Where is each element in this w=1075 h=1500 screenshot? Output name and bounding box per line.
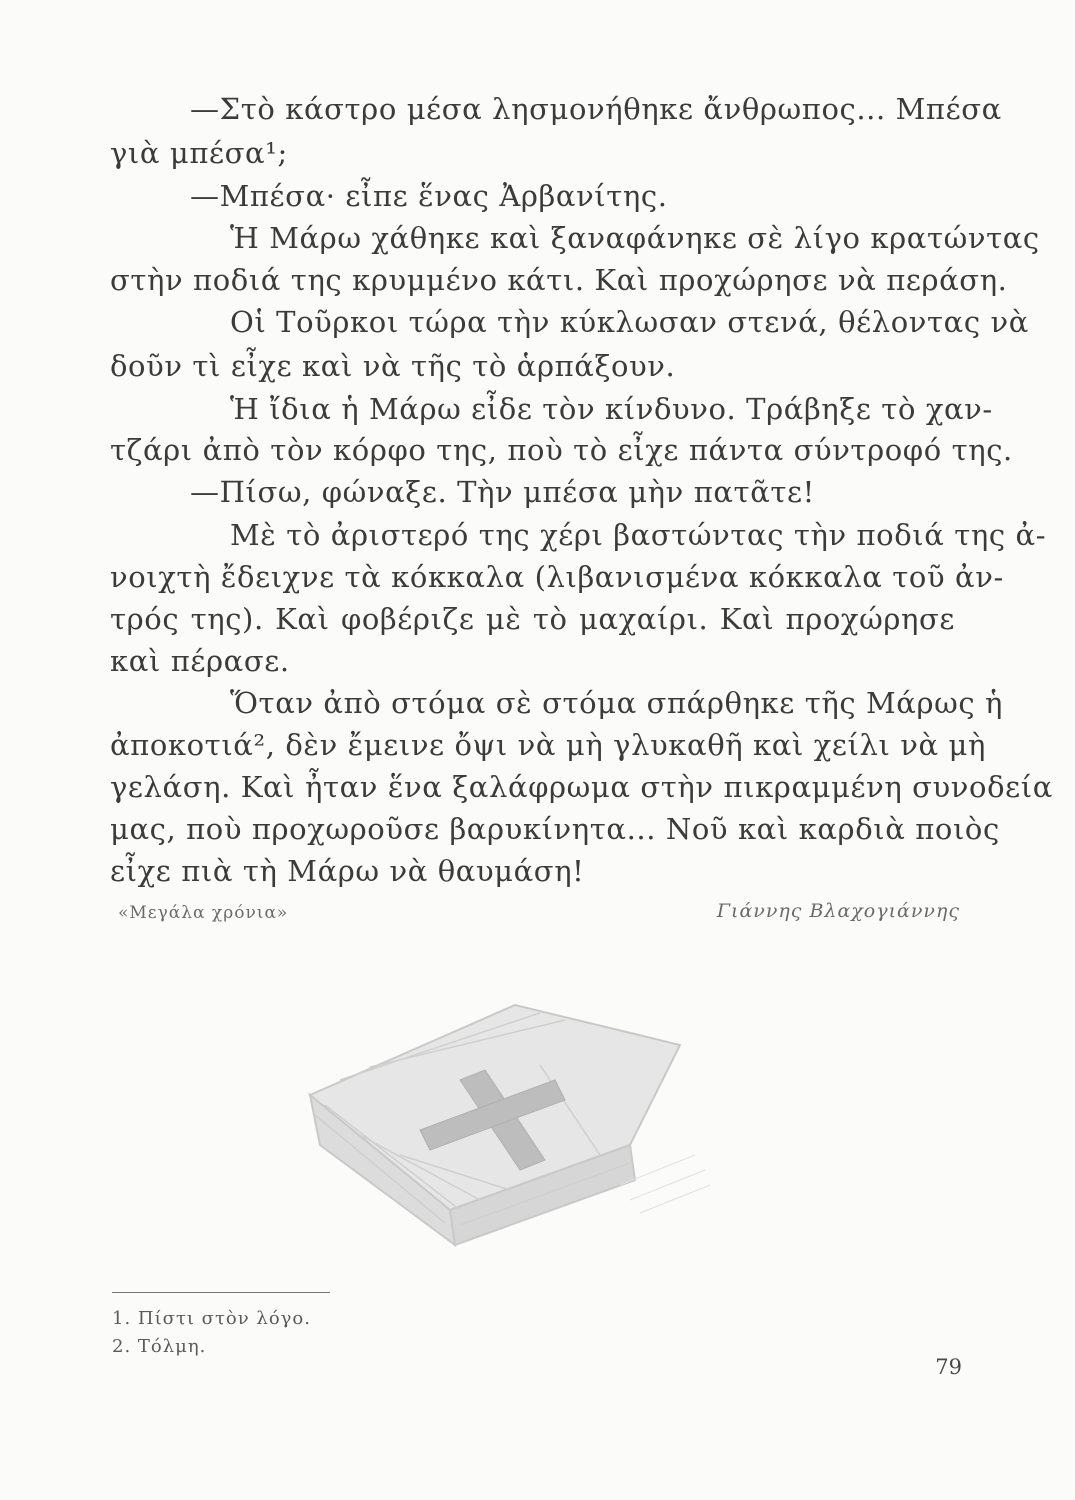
- text-line: εἶχε πιὰ τὴ Μάρω νὰ θαυμάση!: [110, 854, 585, 888]
- text-line: ἀποκοτιά², δὲν ἔμεινε ὄψι νὰ μὴ γλυκαθῆ καὶ χείλι νὰ μὴ: [110, 728, 986, 762]
- text-line: δοῦν τὶ εἶχε καὶ νὰ τῆς τὸ ἁρπάξουν.: [110, 349, 676, 383]
- text-line: Μὲ τὸ ἀριστερό της χέρι βαστώντας τὴν ποδιά της ἀ-: [230, 518, 1047, 552]
- text-line: Ἡ Μάρω χάθηκε καὶ ξαναφάνηκε σὲ λίγο κρατώντας: [230, 221, 1040, 255]
- text-line: [190, 89, 1002, 129]
- text-line: στὴν ποδιά της κρυμμένο κάτι. Καὶ προχώρησε νὰ περάση.: [110, 263, 1008, 297]
- coffin-box-illustration: [300, 985, 720, 1250]
- text-line: —Μπέσα· εἶπε ἕνας Ἀρβανίτης.: [190, 179, 668, 213]
- footnote-rule: [112, 1292, 330, 1293]
- text-line: τζάρι ἀπὸ τὸν κόρφο της, ποὺ τὸ εἶχε πάντα σύντροφό της.: [110, 433, 1013, 467]
- author-name: Γιάννης Βλαχογιάννης: [716, 900, 960, 922]
- text-line: μας, ποὺ προχωροῦσε βαρυκίνητα... Νοῦ καὶ καρδιὰ ποιὸς: [110, 812, 1000, 846]
- text-line: —Πίσω, φώναξε. Τὴν μπέσα μὴν πατᾶτε!: [190, 475, 815, 509]
- source-title: «Μεγάλα χρόνια»: [118, 903, 289, 923]
- text-line: καὶ πέρασε.: [110, 644, 290, 678]
- text-line: Ὅταν ἀπὸ στόμα σὲ στόμα σπάρθηκε τῆς Μάρως ἡ: [230, 686, 1003, 720]
- text-line: γιὰ μπέσα¹;: [110, 136, 288, 170]
- text-line: νοιχτὴ ἔδειχνε τὰ κόκκαλα (λιβανισμένα κόκκαλα τοῦ ἀν-: [110, 560, 1004, 594]
- footnote-1: 1. Πίστι στὸν λόγο.: [112, 1308, 311, 1329]
- page-number: 79: [935, 1355, 962, 1379]
- text-line-content: —Στὸ κάστρο μέσα λησμονήθηκε ἄνθρωπος... Μπέσα: [190, 92, 1002, 126]
- text-line: Οἱ Τοῦρκοι τώρα τὴν κύκλωσαν στενά, θέλοντας νὰ: [230, 305, 1029, 339]
- text-line: γελάση. Καὶ ἦταν ἕνα ξαλάφρωμα στὴν πικραμμένη συνοδεία: [110, 770, 1053, 804]
- text-line: Ἡ ἴδια ἡ Μάρω εἶδε τὸν κίνδυνο. Τράβηξε τὸ χαν-: [230, 392, 993, 426]
- text-line: τρός της). Καὶ φοβέριζε μὲ τὸ μαχαίρι. Καὶ προχώρησε: [110, 602, 955, 636]
- footnote-2: 2. Τόλμη.: [112, 1336, 207, 1357]
